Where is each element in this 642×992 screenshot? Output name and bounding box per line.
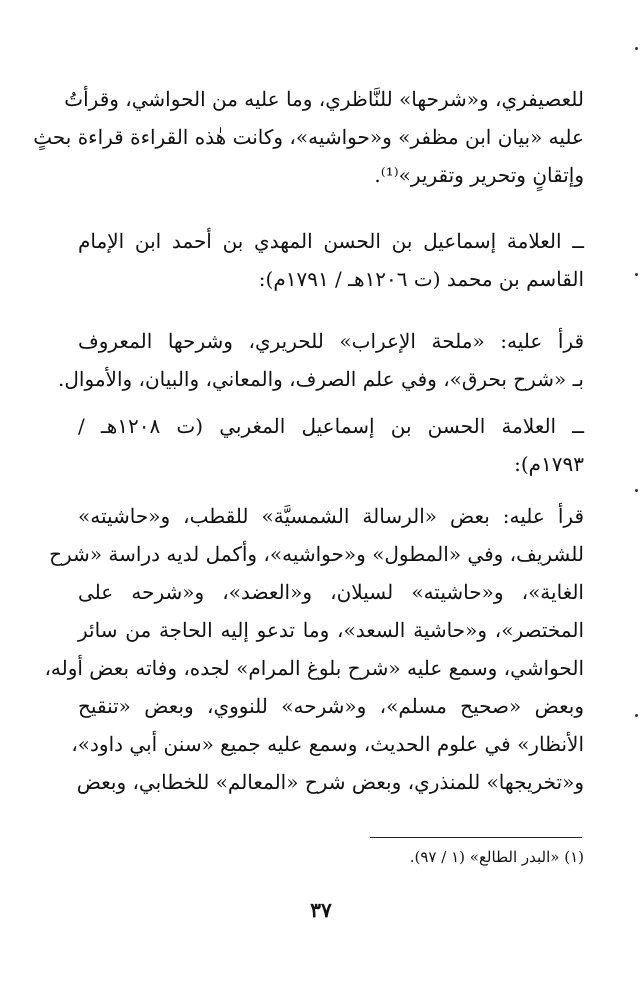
body-line: وبعض «صحيح مسلم»، و«شرحه» للنووي، وبعض «تنقيح (78, 694, 584, 718)
body-line: و«تخريجها» للمنذري، وبعض شرح «المعالم» للخطابي، وبعض (76, 770, 584, 794)
body-line: الغاية»، و«حاشيته» لسيلان، و«العضد»، و«شرحه على (78, 580, 584, 604)
margin-mark (635, 489, 638, 492)
margin-mark (635, 714, 638, 717)
body-line: عليه «بيان ابن مظفر» و«حواشيه»، وكانت هٰذه القراءة قراءة بحثٍ (33, 125, 584, 149)
body-line: المختصر»، و«حاشية السعد»، وما تدعو إليه الحاجة من سائر (78, 618, 584, 642)
margin-mark (635, 273, 638, 276)
body-line: الأنظار» في علوم الحديث، وسمع عليه جميع «سنن أبي داود»، (71, 732, 584, 756)
footnote-separator (370, 837, 582, 838)
body-line: الحواشي، وسمع عليه «شرح بلوغ المرام» لجده، وفاته بعض أوله، (44, 656, 584, 680)
body-line: ــ العلامة إسماعيل بن الحسن المهدي بن أحمد ابن الإمام (78, 229, 584, 253)
body-line: ــ العلامة الحسن بن إسماعيل المغربي (ت ١٢٠٨هـ / (78, 414, 584, 438)
page-number: ٣٧ (310, 898, 332, 922)
paragraph-intro (33, 80, 584, 194)
paragraph-hasan-study (44, 497, 584, 801)
paragraph-hasan (78, 407, 584, 483)
body-line: للشريف، وفي «المطول» و«حواشيه»، وأكمل لديه دراسة «شرح (49, 542, 584, 566)
paragraph-ismail-study (58, 322, 584, 398)
body-line: للعصيفري، و«شرحها» للنَّاظري، وما عليه من الحواشي، وقرأتُ (64, 87, 584, 111)
margin-mark (635, 47, 638, 50)
body-line: وإتقانٍ وتحرير وتقرير»⁽¹⁾. (374, 163, 584, 187)
body-line: قرأ عليه: «ملحة الإعراب» للحريري، وشرحها المعروف (78, 329, 584, 353)
body-line: القاسم بن محمد (ت ١٢٠٦هـ / ١٧٩١م): (258, 267, 584, 291)
paragraph-ismail (78, 222, 584, 298)
footnote: (١) «البدر الطالع» (١ / ٩٧). (409, 848, 584, 866)
body-line: قرأ عليه: بعض «الرسالة الشمسيَّة» للقطب، و«حاشيته» (78, 504, 584, 528)
body-line: بـ «شرح بحرق»، وفي علم الصرف، والمعاني، والبيان، والأموال. (58, 367, 584, 391)
body-line: ١٧٩٣م): (514, 452, 584, 476)
